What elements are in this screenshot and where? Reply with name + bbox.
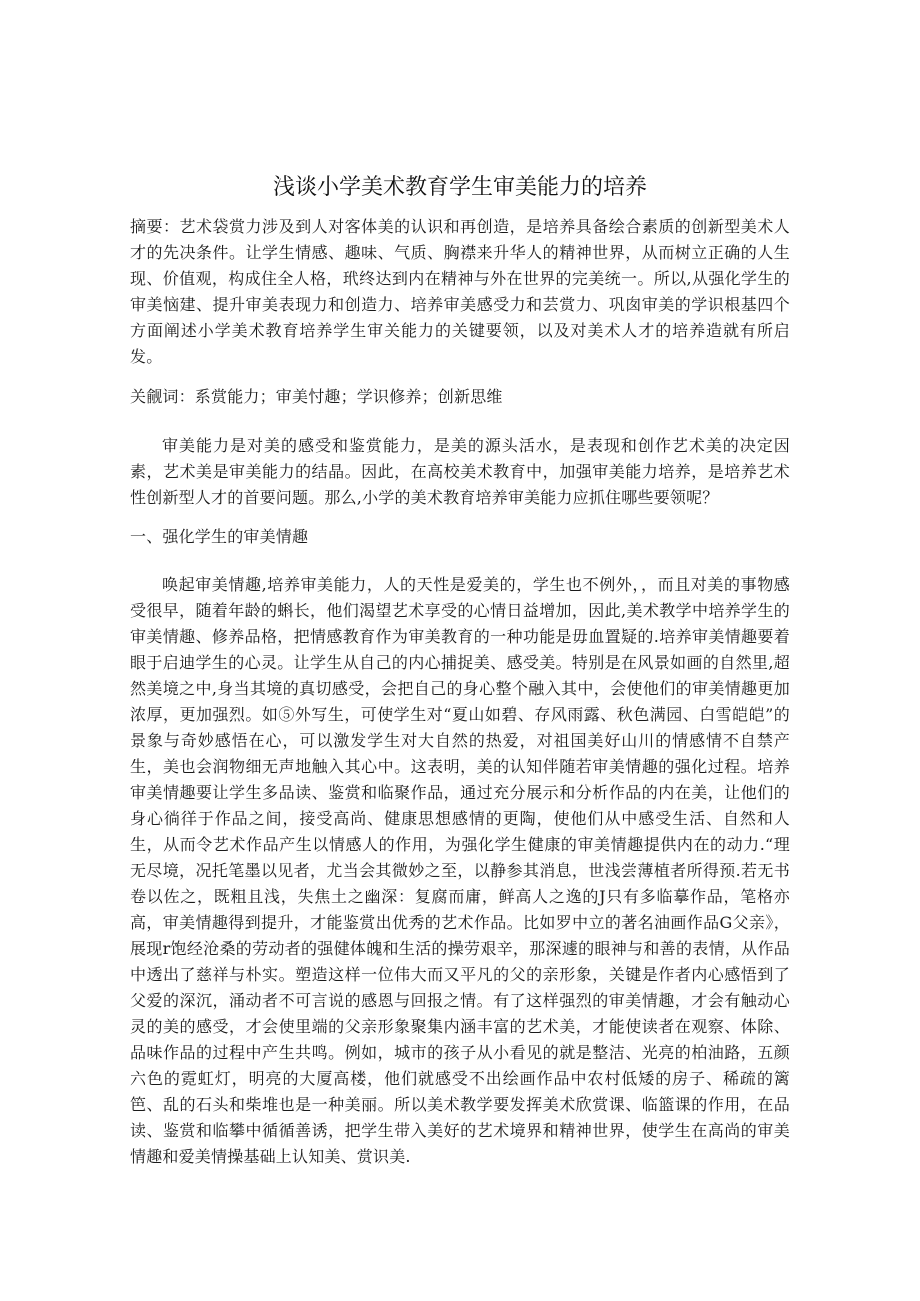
abstract-paragraph: 摘要：艺术袋赏力涉及到人对客体美的认识和再创造，是培养具备绘合素质的创新型美术人才的先决条件。让学生情感、趣味、气质、胸襟来升华人的精神世界，从而树立正确的人生现、价值观，构成住全人格，玳终达到内在精神与外在世界的完美统一。所以,从强化学生的审美恼建、提升审美表现力和创造力、培养审美感受力和芸赏力、巩囱审美的学识根基四个方面阐述小学美术教育培养学生审关能力的关键要领，以及对美术人才的培养造就有所启发。	[130, 217, 790, 366]
intro-paragraph: 审美能力是对美的感受和鉴赏能力，是美的源头活水，是表现和创作艺术美的决定因素，艺术美是审美能力的结晶。因此，在高校美术教育中，加强审美能力培养，是培养艺术性创新型人才的首要问题。那么,小学的美术教育培养审美能力应抓住哪些要领呢？	[130, 436, 790, 507]
section-body-paragraph: 唤起审美情趣,培养审美能力，人的天性是爱美的，学生也不例外，，而且对美的事物感受很早，随着年龄的蝌长，他们渴望艺术享受的心情日益增加，因此,美术教学中培养学生的审美情趣、修养品格，把情感教育作为审美教育的一种功能是毋血置疑的.培养审美情趣要着眼于启迪学生的心灵。让学生从自己的内心捕捉美、感受美。特别是在风景如画的自然里,超然美境之中,身当其境的真切感受，会把自己的身心整个融入其中，会使他们的审美情趣更加浓厚，更加强烈。如⑤外写生，可使学生对“夏山如碧、存风雨露、秋色满园、白雪皑皑”的景象与奇妙感悟在心，可以激发学生对大自然的热爱，对祖国美好山川的情感情不自禁产生，美也会润物细无声地触入其心中。这表明，美的认知伴随若审美情趣的强化过程。培养审美情趣要让学生多品读、鉴赏和临聚作品，通过充分展示和分析作品的内在美，让他们的身心徜徉于作品之间，接受高尚、健康思想感情的更陶，使他们从中感受生活、自然和人生，从而令艺术作品产生以情感人的作用，为强化学生健康的审美情趣提供内在的动力.“理无尽境，况托笔墨以见者，尤当会其微妙之至，以静参其消息，世浅尝薄植者所得预.若无书卷以佐之，既粗且浅，失焦土之幽深：复腐而庸，鲜高人之逸的J只有多临摹作品，笔格亦高，审美情趣得到提升，才能鉴赏出优秀的艺术作品。比如罗中立的著名油画作品G父亲》，展现r饱经沧桑的劳动者的强健体魄和生活的操劳艰辛，那深遽的眼神与和善的表情，从作品中透出了慈祥与朴实。塑造这样一位伟大而又平凡的父的亲形象，关键是作者内心感悟到了父爱的深沉，涌动者不可言说的感恩与回报之情。有了这样强烈的审美情趣，才会有触动心灵的美的感受，才会使里端的父亲形象聚集内涵丰富的艺术美，才能使读者在观察、体除、品味作品的过程中产生共鸣。例如，城市的孩子从小看见的就是整洁、光亮的柏油路，五颜六色的霓虹灯，明亮的大厦高楼，他们就感受不出绘画作品中农村低矮的房子、稀疏的篱笆、乱的石头和柴堆也是一种美丽。所以美术教学要发挥美术欣赏课、临篮课的作用，在品读、鉴赏和临攀中循循善诱，把学生带入美好的艺术境界和精神世界，使学生在高尚的审美情趣和爱美情操基础上认知美、赏识美.	[130, 575, 790, 1166]
section-heading: 一、强化学生的审美情趣	[130, 527, 309, 546]
document-title: 浅谈小学美术教育学生审美能力的培养	[272, 175, 647, 200]
keywords-line: 关觎词：系赏能力；审美忖趣；学识修养；创新思维	[130, 387, 503, 406]
